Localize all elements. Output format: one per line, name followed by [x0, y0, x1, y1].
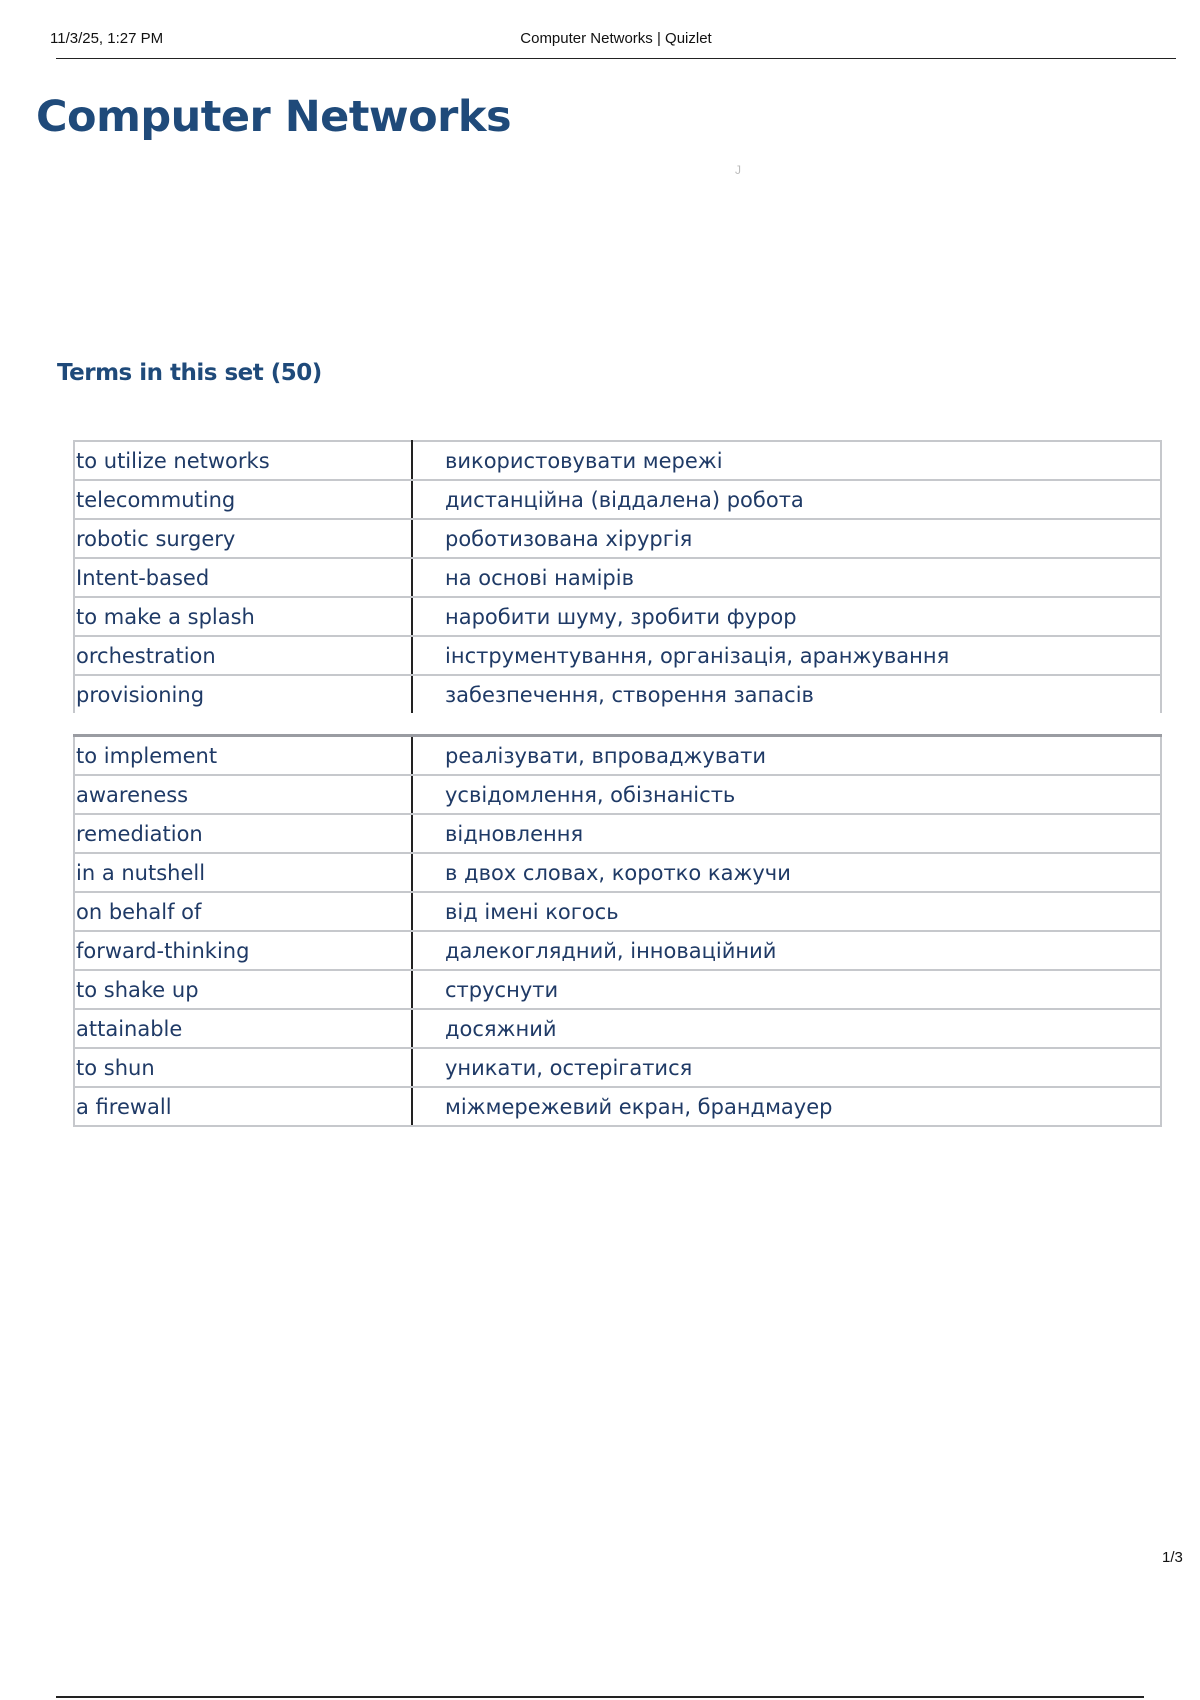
term-cell: to shake up [74, 970, 412, 1009]
term-cell: provisioning [74, 675, 412, 713]
definition-cell: інструментування, організація, аранжування [412, 636, 1161, 675]
page-number: 1/3 [1162, 1549, 1183, 1566]
term-cell: attainable [74, 1009, 412, 1048]
definition-cell: уникати, остерігатися [412, 1048, 1161, 1087]
table-row [74, 1087, 1161, 1126]
definition-cell: роботизована хірургія [412, 519, 1161, 558]
table-row [74, 1048, 1161, 1087]
definition-cell: реалізувати, впроваджувати [412, 736, 1161, 776]
term-cell: orchestration [74, 636, 412, 675]
definition-cell: струснути [412, 970, 1161, 1009]
footer-divider [56, 1696, 1144, 1698]
stray-mark: J [735, 163, 741, 177]
definition-cell: наробити шуму, зробити фурор [412, 597, 1161, 636]
term-cell: awareness [74, 775, 412, 814]
table-row [74, 931, 1161, 970]
table-row [74, 480, 1161, 519]
definition-cell: дистанційна (віддалена) робота [412, 480, 1161, 519]
table-row [74, 736, 1161, 776]
table-row [74, 892, 1161, 931]
terms-table-1 [73, 440, 1162, 713]
definition-cell: досяжний [412, 1009, 1161, 1048]
definition-cell: забезпечення, створення запасів [445, 682, 814, 707]
table-row [74, 675, 1161, 713]
term-cell: to implement [74, 736, 412, 776]
set-title: Computer Networks [36, 92, 512, 142]
terms-table-2 [73, 734, 1162, 1127]
table-row [74, 970, 1161, 1009]
term-cell: on behalf of [74, 892, 412, 931]
table-row [74, 1009, 1161, 1048]
term-cell: forward-thinking [74, 931, 412, 970]
term-cell: a firewall [74, 1087, 412, 1126]
definition-cell: далекоглядний, інноваційний [412, 931, 1161, 970]
table-row [74, 636, 1161, 675]
term-cell: in a nutshell [74, 853, 412, 892]
print-datetime: 11/3/25, 1:27 PM [50, 30, 164, 47]
table-row [74, 814, 1161, 853]
definition-cell: відновлення [412, 814, 1161, 853]
terms-count-heading: Terms in this set (50) [57, 360, 322, 386]
table-row [74, 441, 1161, 480]
table-row [74, 775, 1161, 814]
table-row [74, 519, 1161, 558]
term-cell: to utilize networks [74, 441, 412, 480]
definition-cell: використовувати мережі [412, 441, 1161, 480]
table-row [74, 558, 1161, 597]
term-cell: remediation [74, 814, 412, 853]
table-row [74, 597, 1161, 636]
term-cell: telecommuting [74, 480, 412, 519]
term-cell: robotic surgery [74, 519, 412, 558]
print-header [50, 28, 1176, 59]
definition-cell: усвідомлення, обізнаність [412, 775, 1161, 814]
term-cell: to make a splash [74, 597, 412, 636]
definition-cell: міжмережевий екран, брандмауер [412, 1087, 1161, 1126]
definition-cell: в двох словах, коротко кажучи [412, 853, 1161, 892]
term-cell: to shun [74, 1048, 412, 1087]
definition-cell: на основі намірів [412, 558, 1161, 597]
term-cell: Intent-based [74, 558, 412, 597]
table-row [74, 853, 1161, 892]
definition-cell: від імені когось [412, 892, 1161, 931]
print-doc-title: Computer Networks | Quizlet [520, 30, 712, 47]
